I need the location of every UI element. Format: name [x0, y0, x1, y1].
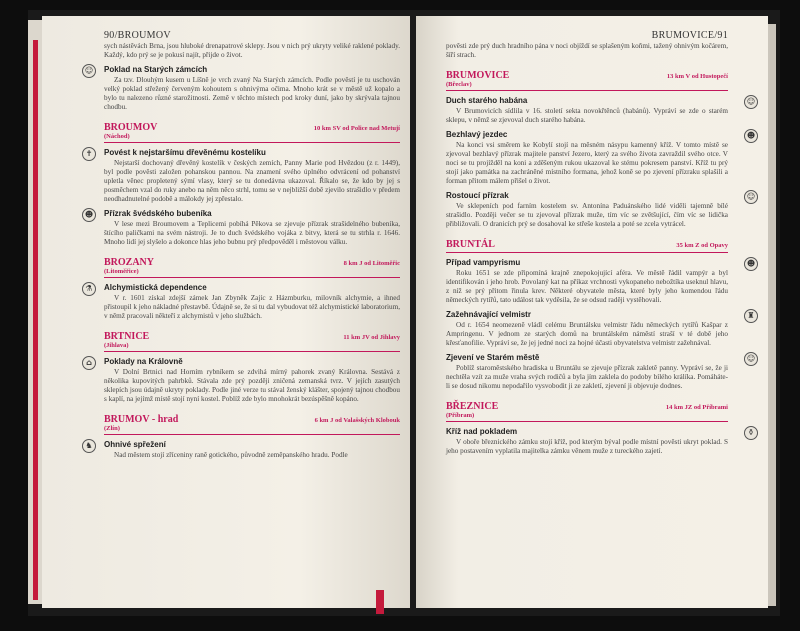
entry-title	[446, 130, 756, 140]
section-title	[104, 414, 400, 425]
entry-title-text: Poklad na Starých zámcích	[104, 65, 208, 74]
cross-icon: ✝	[82, 147, 96, 161]
section-name: BRTNICE	[104, 331, 150, 342]
entry-text: V oboře březnického zámku stojí kříž, pod kterým býval podle místní pověsti ukryt poklad. S jeho postavením vyplatila majitelka zámku věnem muže z tureckého zajetí.	[446, 438, 728, 455]
right-page-content	[446, 42, 756, 456]
entry-text: Poblíž staroměstského hradiska u Bruntálu se zjevuje přízrak zakletě panny. Vypráví se, že ji nechtěla vzít za muže vraha svých rodičů a byla jím zaklela do podoby bílého králíka. Pomáháte-li se dosud nikomu nepodařilo vysvobodit ji ze zakletí, zjevení ji objevuje dodnes.	[446, 364, 728, 390]
entry-title	[85, 283, 400, 293]
entry-title	[446, 258, 756, 268]
ghost-icon: ☺	[744, 95, 758, 109]
intro-text: pověsti zde prý duch hradního pána v noci objíždí se splašeným koňmi, tažený ohnivým kočárem, šíří strach.	[446, 42, 728, 59]
bookmark-ribbon	[33, 40, 38, 600]
entry-title-text: Alchymistická dependence	[104, 283, 207, 292]
entry-title-text: Duch starého habána	[446, 96, 528, 105]
entry-text: Za tzv. Dlouhým kusem u Líšně je vrch zvaný Na Starých zámcích. Podle pověstí je tu uschován velký poklad střežený červeným kohoutem s ohnivýma očima. Mnoho krát se v městě už kopalo a bylo tu nalezeno různé starožitnosti. Země v těchto místech pod kroky duní, jako by skrývala tajnou chodbu.	[104, 76, 400, 111]
ghost-icon: ☺	[82, 64, 96, 78]
section-region: (Příbram)	[446, 412, 475, 419]
entry-title	[85, 148, 400, 158]
section-title	[446, 70, 728, 81]
section-distance: 10 km SV od Police nad Metují	[313, 125, 400, 132]
entry-text: V lese mezi Broumovem a Teplicemi pobíhá Pěkova se zjevuje přízrak strašidelného bubeníka, štícího paličkami na svém nástroji. Je to duch švédského vojáka z bitvy, která se tu strhla r. 1646. Mnoho lidí jej slyšelo a dokonce hlas jeho bubnu prý předpověděl i městovou válku.	[104, 220, 400, 246]
bookmark-ribbon-bottom	[376, 590, 384, 614]
entry-text: V Brumovicích sídlila v 16. století sekta novokřtěnců (habánů). Vypráví se zde o starém sklepu, v němž se zjevoval duch starého habána.	[446, 107, 728, 124]
chest-icon: ⌂	[82, 356, 96, 370]
entry-title	[446, 353, 756, 363]
section-region: (Břeclav)	[446, 81, 472, 88]
entry-title-text: Zažehnávající velmistr	[446, 310, 531, 319]
intro-text: sych nástěvách Brna, jsou hluboké drenapatrové sklepy. Jsou v nich prý ukryty veliké raklené poklady. Každý, kdo prý se je pokusí najít, přijde o život.	[104, 42, 400, 59]
section-rule	[446, 90, 728, 91]
knight-icon: ♜	[744, 309, 758, 323]
rider-icon: ☻	[744, 129, 758, 143]
section-distance: 11 km JV od Jihlavy	[343, 334, 400, 341]
entry-title	[446, 427, 755, 437]
section-region: (Náchod)	[104, 133, 130, 140]
entry-text: Nejstarší dochovaný dřevěný kostelík v českých zemích, Panny Marie pod Hvězdou (z r. 1449), byl podle pověsti založen pohanskou pannou. Na znamení svého úplného odvrácení od pohanství upletla věnec propletený sýmí vlasy, který se tu donedávna ukazoval. Říkalo se, že kdo by jej s posměchem vzal do ruky anebo na něm něco strhl, tomu se v nejbližší době zjevilo strašidlo v předem neodhadnutelné podobě a málokdy jej zpřestalo.	[104, 159, 400, 203]
section-region: (Zlín)	[104, 425, 120, 432]
section-name: BROZANY	[104, 257, 155, 268]
entry-text: V Dolní Brtnici nad Horním rybníkem se zdvihá mírný pahorek zvaný Královna. Sestává z několika kupovitých pahrbků. Stávala zde prý později zničená zemanská tvrz. V jejích zasutých sklepích jsou údajně ukryty poklady. Podle jiné verze tu stával ženský klášter, spojený tajnou chodbou s kaplí, na jejímž místě stojí nyní kostel. Poblíž zde bylo mnohokrát bezúspěšně kopáno.	[104, 368, 400, 403]
open-book	[28, 10, 780, 616]
entry-title	[84, 209, 400, 219]
entry-title	[84, 65, 400, 75]
section-name: BROUMOV	[104, 122, 158, 133]
entry-title	[446, 310, 755, 320]
entry-title-text: Ohnivé spřežení	[104, 440, 166, 449]
entry-text: V r. 1601 získal zdejší zámek Jan Zbyněk Zajíc z Házmburku, milovník alchymie, a ihned přistoupil k jeho nákladné přestavbě. Údajně se, že si tu dal vybudovat též alchymistické laboratorium, v němž pracovali někteří z alchymistů v jeho službách.	[104, 294, 400, 320]
section-title	[104, 257, 400, 268]
entry-title-text: Bezhlavý jezdec	[446, 130, 508, 139]
horse-icon: ♞	[82, 439, 96, 453]
section-rule	[104, 351, 400, 352]
entry-text: Od r. 1654 neomezeně vládl celému Bruntálsku velmistr řádu německých rytířů Kašpar z Ampringenu. V jednom ze starých domů na bruntálském náměstí straší v té době jeho křesťanofilie. Vypráví se, že jej jedné noci za hojné účasti obyvatelstva velmistr zažehnával.	[446, 321, 728, 347]
shadow-icon: ☺	[744, 190, 758, 204]
left-running-head: 90/BROUMOV	[104, 30, 171, 41]
entry-title-text: Kříž nad pokladem	[446, 427, 518, 436]
treasure-icon: ⚱	[744, 426, 758, 440]
entry-text: Roku 1651 se zde připomíná krajně znepokojující aféra. Ve městě řádil vampýr a byl identifikován i jeho hrob. Povolaný kat na příkaz vrchnosti vykopaneho nebožtíka useknul hlavu, z níž se prý přitom řinula krev. Některé obyvatele města, které byly jeho komendou řádu německých rytířů, tato událost tak vyděsila, že se odsud raději vystěhovali.	[446, 269, 728, 304]
entry-title-text: Přízrak švédského bubeníka	[104, 209, 212, 218]
entry-title-text: Rostoucí přízrak	[446, 191, 509, 200]
section-distance: 13 km V od Hustopečí	[666, 73, 728, 80]
left-page-content	[84, 42, 400, 460]
entry-title-text: Zjevení ve Starém městě	[446, 353, 540, 362]
section-name: BRUMOV - hrad	[104, 414, 179, 425]
section-rule	[104, 277, 400, 278]
right-running-head: BRUMOVICE/91	[651, 30, 728, 41]
section-distance: 35 km Z od Opavy	[676, 242, 728, 249]
section-name: BRUMOVICE	[446, 70, 510, 81]
entry-title	[446, 96, 756, 106]
section-title	[446, 401, 728, 412]
section-rule	[104, 142, 400, 143]
entry-title	[85, 440, 400, 450]
section-rule	[104, 434, 400, 435]
section-distance: 6 km J od Valašských Klobouk	[314, 417, 400, 424]
entry-text: Nad městem stojí zříceniny raně gotického, původně zeměpanského hradu. Podle	[114, 451, 348, 459]
entry-text: Ve sklepeních pod farním kostelem sv. Antonína Paduánského lidé viděli tajemně bílé strašidlo. Později večer se tu zjevoval přízrak muže, tím víc se zvětšující, čím víc se lidička přibližovali. O dranicích prý se dosahoval ke střeše kostela a poté se zcela vytrácel.	[446, 202, 728, 228]
entry-title	[86, 357, 400, 367]
ghost-icon: ☺	[744, 352, 758, 366]
section-name: BŘEZNICE	[446, 401, 499, 412]
entry-title	[446, 191, 756, 201]
section-title	[104, 122, 400, 133]
entry-title-text: Případ vampyrismu	[446, 258, 521, 267]
section-rule	[446, 252, 728, 253]
section-distance: 8 km J od Litoměřic	[343, 260, 400, 267]
entry-title-text: Poklady na Královně	[104, 357, 183, 366]
section-region: (Jihlava)	[104, 342, 129, 349]
entry-text: Na konci vsi směrem ke Kobylí stojí na měsném násypu kamenný kříž. V tomto místě se zjevoval bezhlavý přízrak majitele panství Jezero, který za svého života zavraždil svého otce. V noci se tu projížděl na koni a zděšeným rukou ukazoval ke stému pokresem panství. Kříž tu prý stojí jako památka na zachráněné místního formana, jehož koně se po zjevení přízraku splašili a forman přitom málem přišel o život.	[446, 141, 728, 185]
flask-icon: ⚗	[82, 282, 96, 296]
bat-icon: ☻	[744, 257, 758, 271]
section-title	[104, 331, 400, 342]
section-region: (Litoměřice)	[104, 268, 139, 275]
right-page	[416, 16, 768, 608]
entry-title-text: Povést k nejstaršímu dřevěnému kostelíku	[104, 148, 266, 157]
drum-icon: ☻	[82, 208, 96, 222]
section-name: BRUNTÁL	[446, 239, 495, 250]
left-page	[42, 16, 410, 608]
section-distance: 14 km JZ od Příbrami	[665, 404, 728, 411]
section-title	[446, 239, 728, 250]
section-rule	[446, 421, 728, 422]
